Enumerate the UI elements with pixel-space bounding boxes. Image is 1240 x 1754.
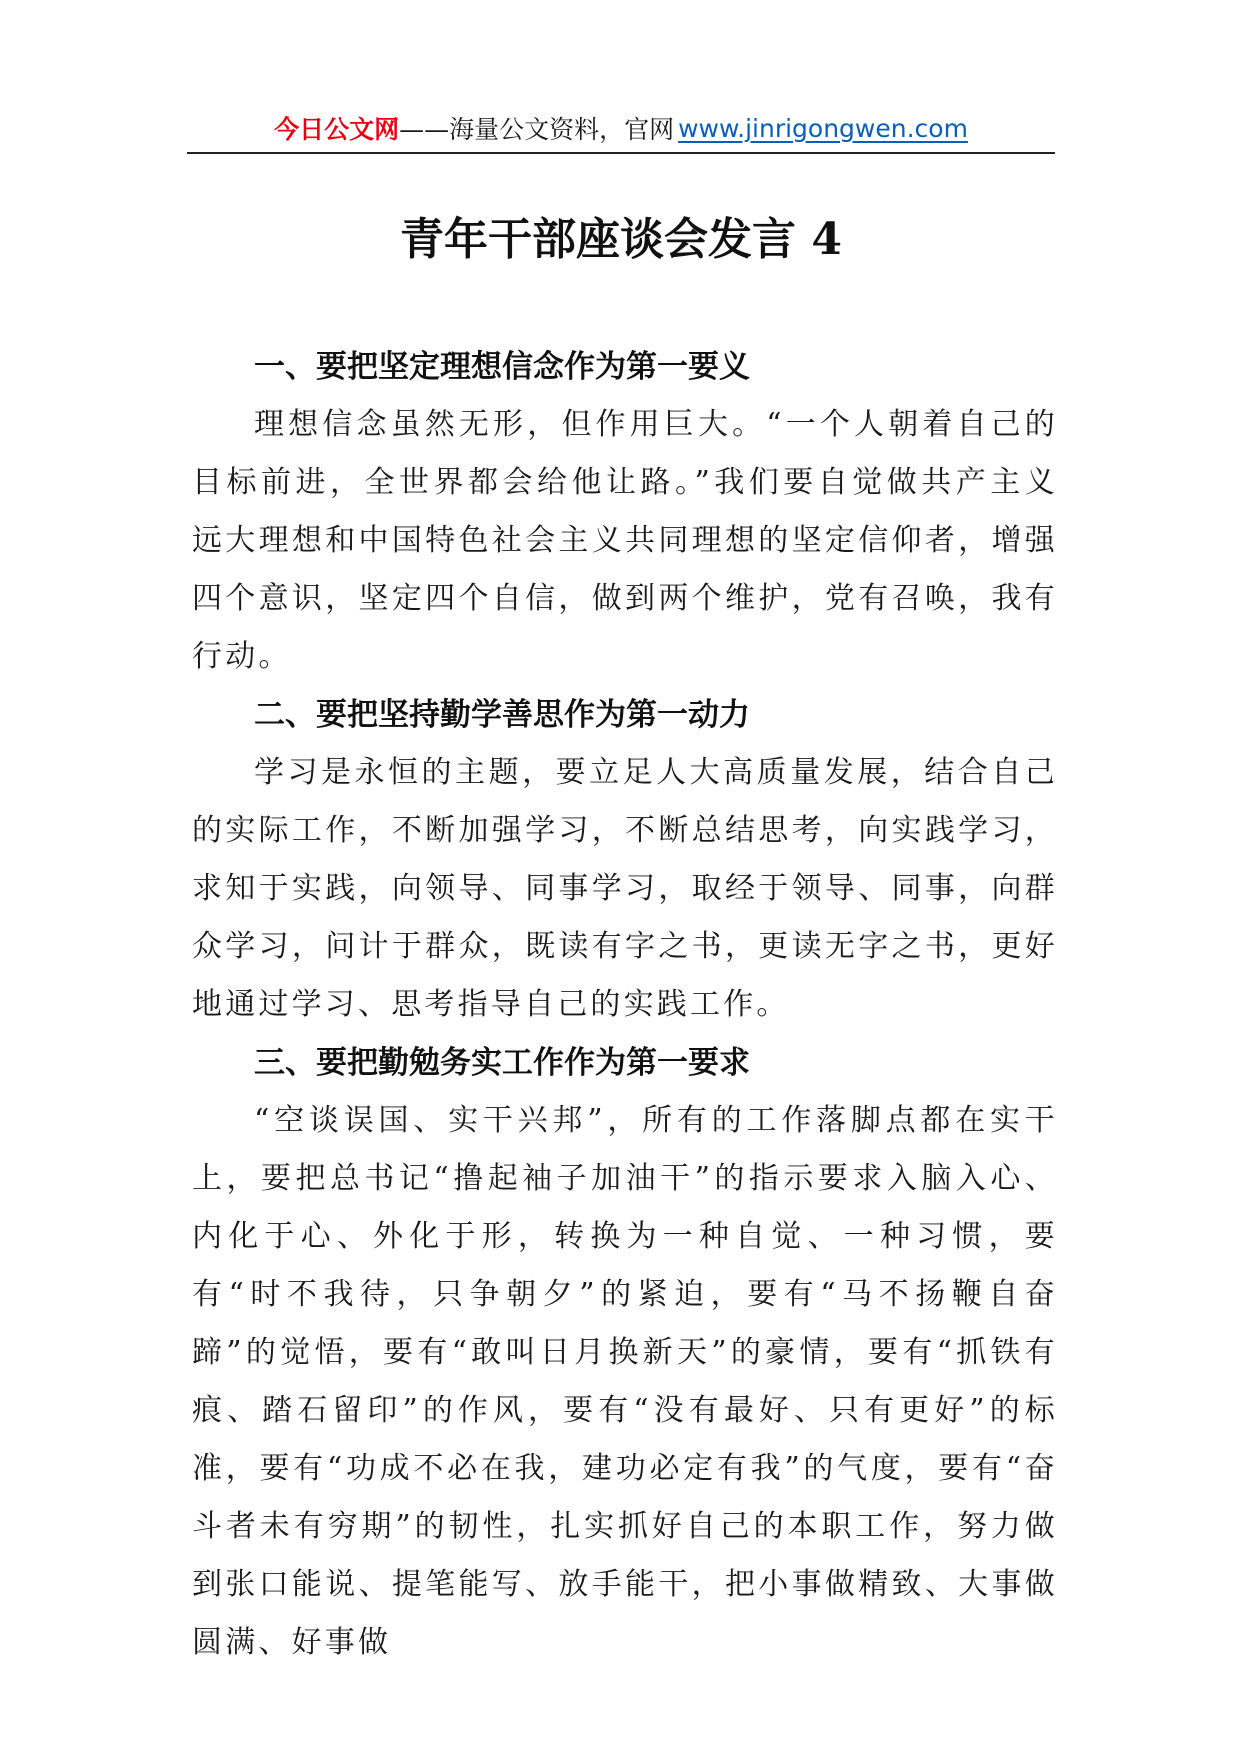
section-heading: 三、要把勤勉务实工作作为第一要求 bbox=[254, 1045, 750, 1081]
section-paragraph: 理想信念虽然无形，但作用巨大。“一个人朝着自己的目标前进，全世界都会给他让路。”我们要自觉做共产主义远大理想和中国特色社会主义共同理想的坚定信仰者，增强四个意识，坚定四个自信，做到两个维护，党有召唤，我有行动。 bbox=[192, 407, 1058, 674]
section-heading: 二、要把坚持勤学善思作为第一动力 bbox=[254, 697, 750, 733]
website-link[interactable]: www.jinrigongwen.com bbox=[678, 113, 968, 143]
section-1 bbox=[192, 338, 1058, 686]
section-heading: 一、要把坚定理想信念作为第一要义 bbox=[254, 349, 750, 385]
section-paragraph: “空谈误国、实干兴邦”，所有的工作落脚点都在实干上，要把总书记“撸起袖子加油干”的指示要求入脑入心、内化于心、外化于形，转换为一种自觉、一种习惯，要有“时不我待，只争朝夕”的紧迫，要有“马不扬鞭自奋蹄”的觉悟，要有“敢叫日月换新天”的豪情，要有“抓铁有痕、踏石留印”的作风，要有“没有最好、只有更好”的标准，要有“功成不必在我，建功必定有我”的气度，要有“奋斗者未有穷期”的韧性，扎实抓好自己的本职工作，努力做到张口能说、提笔能写、放手能干，把小事做精致、大事做圆满、好事做 bbox=[192, 1103, 1058, 1660]
section-3 bbox=[192, 1034, 1058, 1672]
document-body bbox=[192, 338, 1058, 1672]
header-tagline: ——海量公文资料，官网 bbox=[399, 115, 675, 144]
brand-name: 今日公文网 bbox=[274, 115, 400, 144]
section-paragraph: 学习是永恒的主题，要立足人大高质量发展，结合自己的实际工作，不断加强学习，不断总结思考，向实践学习，求知于实践，向领导、同事学习，取经于领导、同事，向群众学习，问计于群众，既读有字之书，更读无字之书，更好地通过学习、思考指导自己的实践工作。 bbox=[192, 755, 1058, 1022]
page-header bbox=[187, 104, 1055, 154]
document-title: 青年干部座谈会发言 4 bbox=[400, 214, 842, 265]
section-2 bbox=[192, 686, 1058, 1034]
